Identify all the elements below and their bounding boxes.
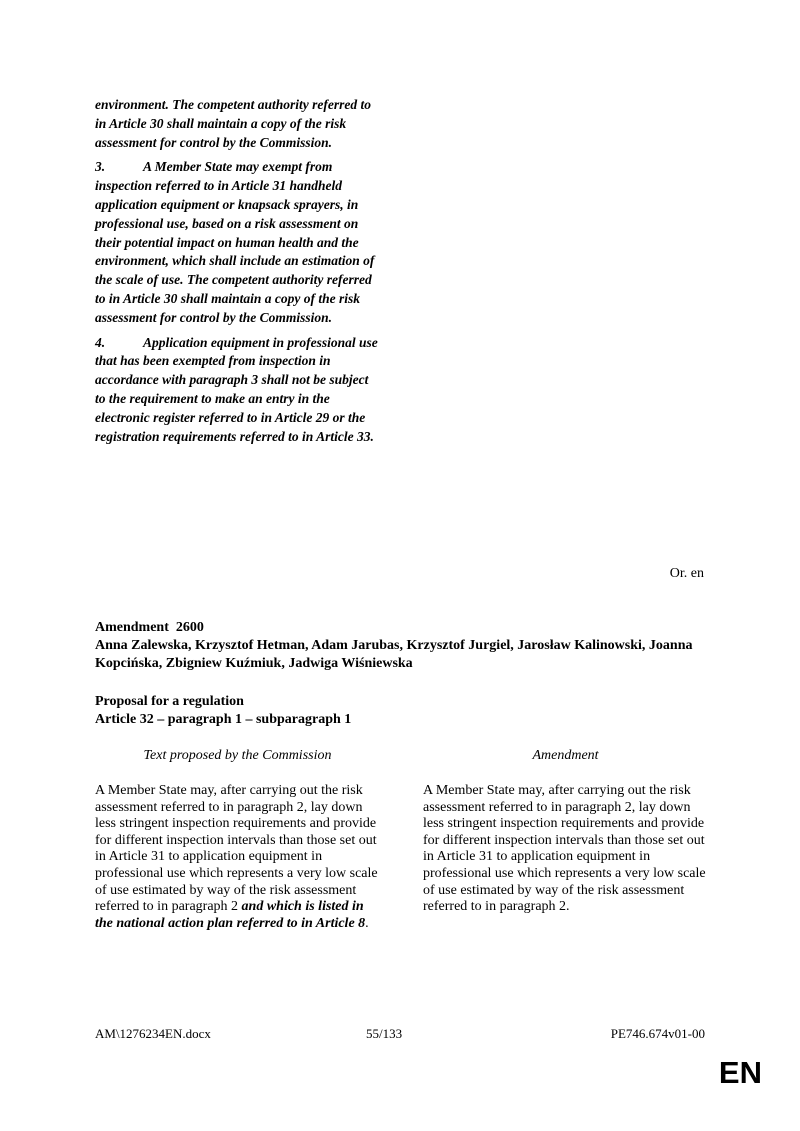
original-language-note: Or. en <box>669 566 704 581</box>
amendment-number: Amendment 2600 <box>95 620 204 635</box>
paragraph-3: 3. A Member State may exempt from inspection referred to in Article 31 handheld application equipment or knapsack sprayers, in professional use, based on a risk assessment on their potential impact on human health and the environment, which shall include an estimation of the scale of use. The competent authority referred to in Article 30 shall maintain a copy of the risk assessment for control by the Commission. <box>95 159 375 325</box>
paragraph-continuation: environment. The competent authority referred to in Article 30 shall maintain a copy of the risk assessment for control by the Commission. <box>95 97 371 150</box>
amendment-text: A Member State may, after carrying out the risk assessment referred to in paragraph 2, lay down less stringent inspection requirements and provide for different inspection intervals than those set out in Article 31 to application equipment in professional use which represents a very low scale of use estimated by way of the risk assessment referred to in paragraph 2. <box>423 783 706 915</box>
footer-page-number: 55/133 <box>366 1026 403 1041</box>
commission-text: A Member State may, after carrying out the risk assessment referred to in paragraph 2, lay down less stringent inspection requirements and provide for different inspection intervals than those set out in Article 31 to application equipment in professional use which represents a very low scale of use estimated by way of the risk assessment referred to in paragraph 2 and which is listed in the national action plan referred to in Article 8. <box>95 783 378 931</box>
commission-text-header: Text proposed by the Commission <box>143 748 332 763</box>
deleted-text: and which is listed in the national action plan referred to in Article 8 <box>95 899 366 931</box>
continued-text-column <box>95 96 380 452</box>
footer-pe-ref: PE746.674v01-00 <box>610 1026 705 1041</box>
amendment-authors: Anna Zalewska, Krzysztof Hetman, Adam Jarubas, Krzysztof Jurgiel, Jarosław Kalinowski, Joanna Kopcińska, Zbigniew Kuźmiuk, Jadwiga Wiśniewska <box>95 638 693 671</box>
amendment-text-header: Amendment <box>532 748 599 763</box>
footer-doc-ref: AM\1276234EN.docx <box>95 1026 211 1041</box>
proposal-reference <box>95 693 715 729</box>
paragraph-number: 3. <box>95 159 106 175</box>
proposal-title: Proposal for a regulation <box>95 694 244 709</box>
paragraph-number: 4. <box>95 334 106 350</box>
paragraph-4: 4. Application equipment in professional use that has been exempted from inspection in accordance with paragraph 3 shall not be subject to the requirement to make an entry in the electronic register referred to in Article 29 or the registration requirements referred to in Article 33. <box>95 334 378 444</box>
amendment-header <box>95 619 715 673</box>
language-badge: EN <box>718 1055 762 1090</box>
article-reference: Article 32 – paragraph 1 – subparagraph 1 <box>95 712 352 727</box>
